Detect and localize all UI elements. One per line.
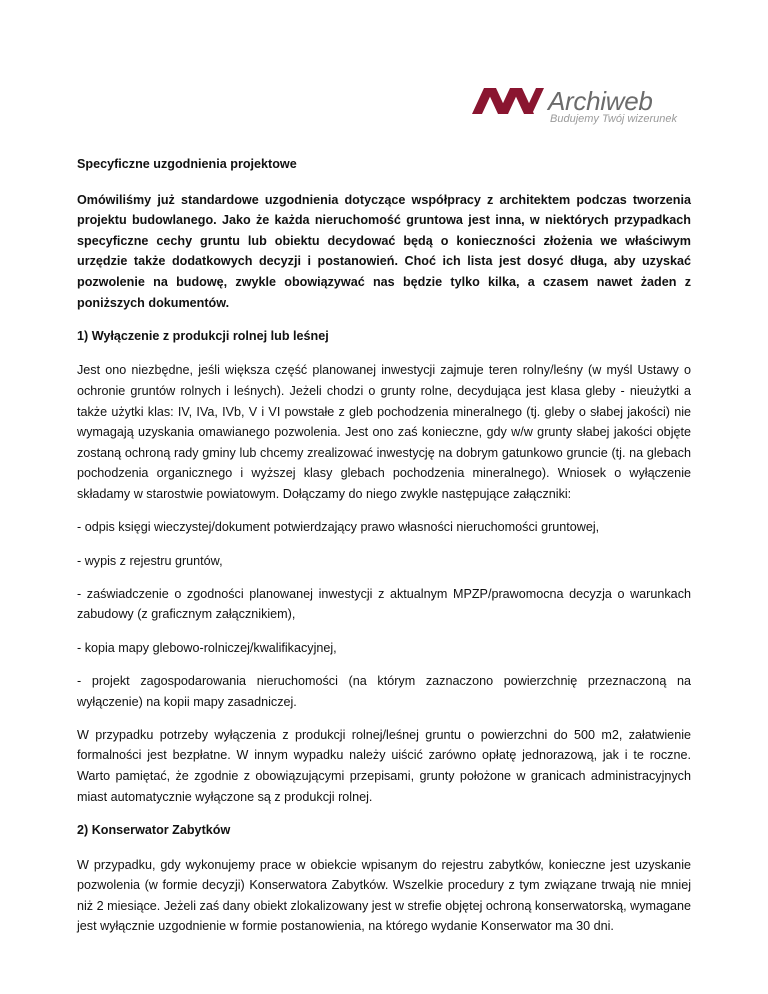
- section-1-closing: W przypadku potrzeby wyłączenia z produkcji rolnej/leśnej gruntu o powierzchni do 500 m2, załatwienie formalności jest bezpłatne. W innym wypadku należy uiścić zarówno opłatę jednorazową, jak i te roczne. Warto pamiętać, że zgodnie z obowiązującymi przepisami, grunty położone w granicach administracyjnych miast automatycznie wyłączone są z produkcji rolnej.: [77, 727, 691, 804]
- section-1-heading: 1) Wyłączenie z produkcji rolnej lub leśnej: [77, 328, 329, 343]
- logo-tagline: Budujemy Twój wizerunek: [550, 113, 677, 125]
- list-item: - kopia mapy glebowo-rolniczej/kwalifikacyjnej,: [77, 640, 337, 655]
- list-item: - zaświadczenie o zgodności planowanej inwestycji z aktualnym MPZP/prawomocna decyzja o warunkach zabudowy (z graficznym załącznikiem),: [77, 586, 691, 622]
- list-item: - odpis księgi wieczystej/dokument potwierdzający prawo własności nieruchomości gruntowej,: [77, 520, 600, 535]
- list-item: - wypis z rejestru gruntów,: [77, 553, 223, 568]
- document-title: Specyficzne uzgodnienia projektowe: [77, 157, 297, 171]
- archiweb-logo: [472, 86, 712, 136]
- section-2-paragraph: W przypadku, gdy wykonujemy prace w obiekcie wpisanym do rejestru zabytków, konieczne jest uzyskanie pozwolenia (w formie decyzji) Konserwatora Zabytków. Wszelkie procedury z tym związane trwają nie mniej niż 2 miesiące. Jeżeli zaś dany obiekt zlokalizowany jest w strefie objętej ochroną konserwatorską, wymagane jest wyłącznie uzgodnienie w formie postanowienia, na którego wydanie Konserwator ma 30 dni.: [77, 857, 691, 934]
- intro-paragraph: Omówiliśmy już standardowe uzgodnienia dotyczące współpracy z architektem podczas tworzenia projektu budowlanego. Jako że każda nieruchomość gruntowa jest inna, w niektórych przypadkach specyficzne cechy gruntu lub obiektu decydować będą o konieczności złożenia we właściwym urzędzie także dodatkowych decyzji i postanowień. Choć ich lista jest dosyć długa, aby uzyskać pozwolenie na budowę, zwykle obowiązywać nas będzie tylko kilka, a czasem nawet żaden z poniższych dokumentów.: [77, 192, 691, 310]
- archiweb-logo-mark-icon: [472, 88, 544, 114]
- logo-name: Archiweb: [548, 86, 653, 116]
- list-item: - projekt zagospodarowania nieruchomości (na którym zaznaczono powierzchnię przeznaczoną na wyłączenie) na kopii mapy zasadniczej.: [77, 674, 691, 709]
- section-1-paragraph: Jest ono niezbędne, jeśli większa część planowanej inwestycji zajmuje teren rolny/leśny (w myśl Ustawy o ochronie gruntów rolnych i leśnych). Jeżeli chodzi o grunty rolne, decydująca jest klasa gleby - nieużytki a także użytki klas: IV, IVa, IVb, V i VI powstałe z gleb pochodzenia mineralnego (tj. gleby o słabej jakości) nie wymagają uzyskania omawianego pozwolenia. Jest ono zaś konieczne, gdy w/w grunty słabej jakości objęte zostaną ochroną rady gminy lub chcemy zrealizować inwestycję na dobrym gatunkowo gruncie (tj. na glebach pochodzenia organicznego i wyższej klasy glebach pochodzenia mineralnego). Wniosek o wyłączenie składamy w starostwie powiatowym. Dołączamy do niego zwykle następujące załączniki:: [77, 363, 691, 501]
- document-body: [77, 154, 691, 950]
- section-2-heading: 2) Konserwator Zabytków: [77, 822, 231, 837]
- attachments-list: [77, 517, 691, 712]
